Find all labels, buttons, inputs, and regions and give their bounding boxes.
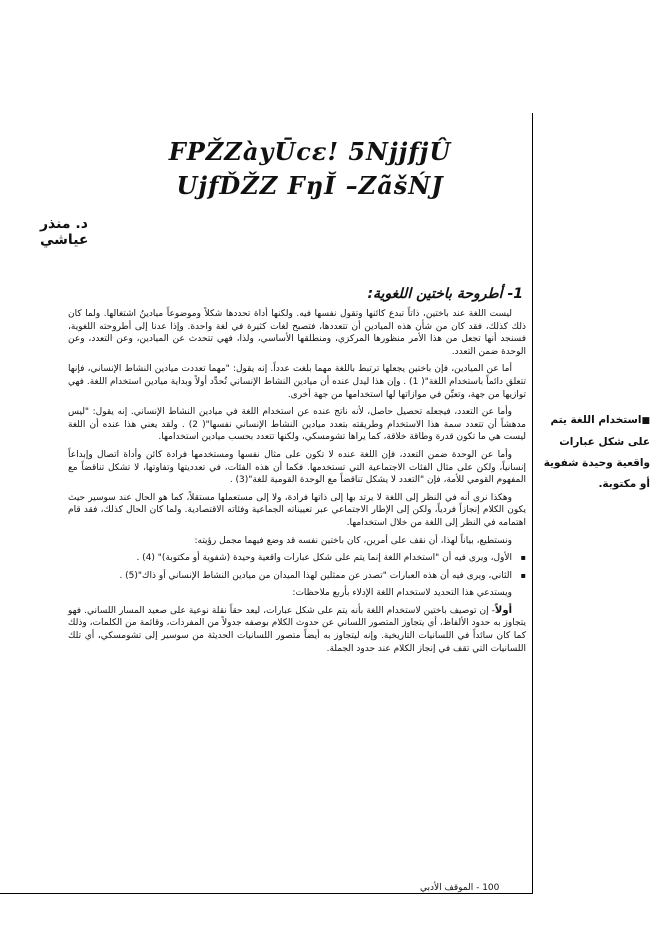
article-body <box>68 308 526 660</box>
author-name: د. منذر عياشي <box>40 216 89 248</box>
paragraph: ليست اللغة عند باختين، ذاتاً تبدع كائنها وتقول نفسها فيه. ولكنها أداة تحددها شكلاً وموضوعاً ميادينُ اشتغالها. ولما كان ذلك كذلك، فقد كان من شأن هذه الميادين أن تتعددها، فتصبح لغات كثيرة في لغة واحدة. وإذا عدنا إلى أطروحته اللغوية، فسنجد أنها تجعل من هذا الأمر منظورها المركزي، ومنطلقها الأساسي، ولذا، فهي تتحدث عن الميادين، وعن التعدد، وعن الوحدة ضمن التعدد. <box>68 309 526 357</box>
article-title <box>160 135 460 203</box>
paragraph: وأما عن الوحدة ضمن التعدد، فإن اللغة عنده لا تكون على مثال نفسها ومستخدمها فرادة كائن وأداة اتصال وإبداعاً إنسانياً، ولكن على مثال الفئات الاجتماعية التي تستخدمها. فكما أن هذه الفئات، في تعدديتها وتفاوتها، لا تشكل تناقضاً مع المفهوم القومي للأمة، فإن "التعدد لا يشكل تناقضاً مع الوحدة القومية للغة"(3) . <box>68 449 526 486</box>
note-text: - إن توصيف باختين لاستخدام اللغة بأنه يتم على شكل عبارات، ليعد حقاً نقلة نوعية على صعيد المسار اللساني. فهو يتجاوز به حدود الألفاظ، أي يتجاوز المتصور اللساني عن حدوث الكلام بوصفه جدولاً من المفردات، وقائمة من الكلمات، وذلك كما كان سائداً في اللسانيات التاريخية. وإنه ليتجاوز به أيضاً متصور اللسانيات الحديثة من سوسير إلى تشومسكي، أي تلك اللسانيات التي تقف في إنجاز الكلام عند حدود الجملة. <box>68 605 526 654</box>
paragraph: وأما عن التعدد، فيجعله تحصيل حاصل، لأنه ناتج عنده عن استخدام اللغة في ميادين النشاط الإنساني. إنه يقول: "ليس مدهشاً أن تتعدد سمة هذا الاستخدام وطريقته بتعدد ميادين النشاط الإنساني نفسها"( 2) . ولقد يعني هذا عنده أن اللغة ليست هي ما تكون قدرة وطاقة خلاقة، كما يراها تشومسكي، ولكنها تتعدد بحسب ميادين استخدامها. <box>68 407 526 443</box>
paragraph: ونستطيع، بياناً لهذا، أن نقف على أمرين، كان باختين نفسه قد وضع فيهما مجمل رؤيته: <box>194 535 512 546</box>
pull-quote-text: استخدام اللغة يتم على شكل عبارات واقعية وحيدة شفوية أو مكتوبة. <box>543 414 650 490</box>
bullet-item: ▪ الثاني، ويرى فيه أن هذه العبارات "تصدر عن ممثلين لهذا الميدان من ميادين النشاط الإنساني أو ذاك"(5) . <box>68 570 526 583</box>
bullet-item: ▪ الأول، ويرى فيه أن "استخدام اللغة إنما يتم على شكل عبارات واقعية وحيدة (شفوية أو مكتوبة)" (4) . <box>68 552 526 565</box>
title-line-1: FPŽZàyŪcε! 5NjjfjÛ <box>168 137 452 166</box>
note-paragraph <box>68 605 526 655</box>
paragraph: أما عن الميادين، فإن باختين يجعلها ترتبط باللغة مهما بلغت عدداً. إنه يقول: "مهما تعددت ميادين النشاط الإنساني، فإنها تتعلق دائماً باستخدام اللغة"( 1) . وإن هذا ليدل عنده أن ميادين النشاط الإنساني تُحدِّد أولاً وبداية ميادين استخدام اللغة. فهي توازيها من جهة، وتعيِّن في موازاتها لها استخدامها من جهة أخرى. <box>68 364 526 400</box>
paragraph: وهكذا نرى أنه في النظر إلى اللغة لا يرتد بها إلى ذاتها فرادة، ولا إلى مستعملها مستقلاً، كما هو الحال عند سوسير حيث يكون الكلام إنجازاً فردياً، ولكن إلى الإطار الاجتماعي عبر تعييناته الجماعية وفئاته الاقتصادية. ولما كان الحال كذلك، فقد قام اهتمامه في النظر إلى اللغة من خلال استخدامها. <box>68 492 526 528</box>
note-lead: أولاً <box>494 604 512 616</box>
section-heading: 1- أطروحة باختين اللغوية: <box>367 286 523 302</box>
sidebar-pull-quote <box>540 410 650 495</box>
paragraph: ويستدعي هذا التحديد لاستخدام اللغة الإدلاء بأربع ملاحظات: <box>292 588 512 599</box>
page-footer: 100 - الموقف الأدبي <box>420 883 500 893</box>
title-line-2: UjfĎŽZ FŋĬ –ZãšŃJ <box>176 171 444 200</box>
square-bullet-icon: ■ <box>641 416 650 426</box>
page-frame-vertical-rule <box>532 113 533 893</box>
page-frame-horizontal-rule <box>0 893 533 894</box>
